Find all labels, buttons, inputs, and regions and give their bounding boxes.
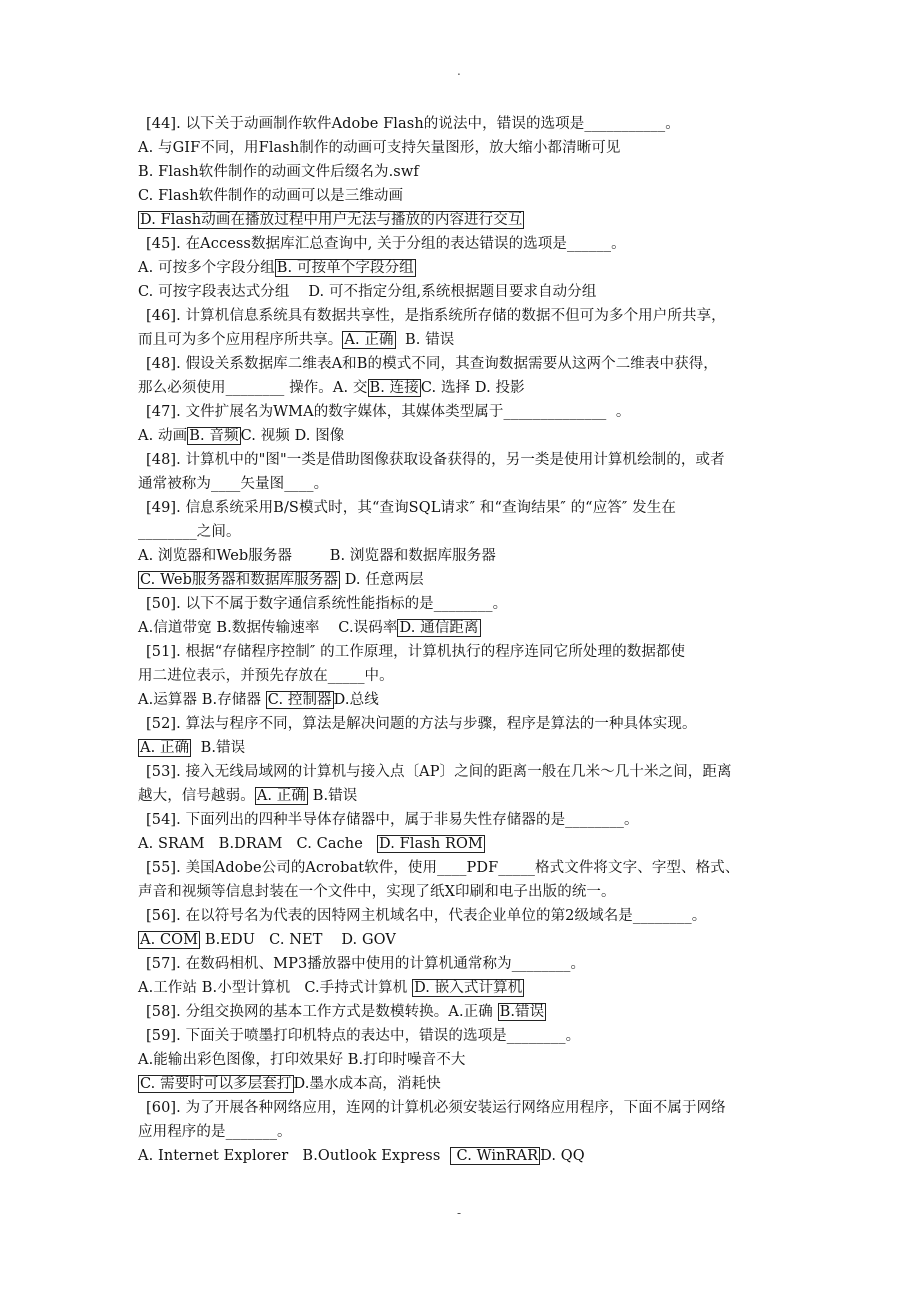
question-line bbox=[138, 808, 788, 832]
question-line bbox=[138, 1024, 788, 1048]
line-text: A.能输出彩色图像，打印效果好 B.打印时噪音不大 bbox=[138, 1052, 466, 1068]
option-line bbox=[138, 832, 788, 856]
line-text: A.信道带宽 B.数据传输速率 C.误码率 bbox=[138, 620, 398, 636]
line-text: B.错误 bbox=[191, 740, 246, 756]
option-line bbox=[138, 424, 788, 448]
option-line bbox=[138, 568, 788, 592]
line-text: C. 选择 D. 投影 bbox=[420, 380, 525, 396]
option-line bbox=[138, 1120, 788, 1144]
question-line bbox=[138, 112, 788, 136]
line-text: D. 任意两层 bbox=[339, 572, 424, 588]
option-line bbox=[138, 664, 788, 688]
line-text: [58]. 分组交换网的基本工作方式是数模转换。A.正确 bbox=[146, 1004, 498, 1020]
line-text: [45]. 在Access数据库汇总查询中, 关于分组的表达错误的选项是______。 bbox=[146, 236, 626, 252]
answer-box: C. Web服务器和数据库服务器 bbox=[140, 572, 338, 588]
line-text: B.EDU C. NET D. GOV bbox=[200, 932, 396, 948]
line-text: 声音和视频等信息封装在一个文件中，实现了纸X印刷和电子出版的统一。 bbox=[138, 884, 616, 900]
line-text: D. QQ bbox=[540, 1148, 585, 1164]
line-text: [48]. 假设关系数据库二维表A和B的模式不同，其查询数据需要从这两个二维表中获得， bbox=[146, 356, 718, 372]
option-line bbox=[138, 616, 788, 640]
line-text: [53]. 接入无线局域网的计算机与接入点〔AP〕之间的距离一般在几米～几十米之间，距离 bbox=[146, 764, 732, 780]
line-text: C. Flash软件制作的动画可以是三维动画 bbox=[138, 188, 404, 204]
option-line bbox=[138, 280, 788, 304]
line-text: B.错误 bbox=[308, 788, 358, 804]
line-text: A.运算器 B.存储器 bbox=[138, 692, 266, 708]
option-line bbox=[138, 520, 788, 544]
answer-box: B. 连接 bbox=[369, 380, 419, 396]
option-line bbox=[138, 544, 788, 568]
question-line bbox=[138, 496, 788, 520]
line-text: A. SRAM B.DRAM C. Cache bbox=[138, 836, 378, 852]
line-text: [48]. 计算机中的"图"一类是借助图像获取设备获得的，另一类是使用计算机绘制的，或者 bbox=[146, 452, 725, 468]
line-text: [52]. 算法与程序不同，算法是解决问题的方法与步骤，程序是算法的一种具体实现。 bbox=[146, 716, 697, 732]
question-list bbox=[138, 112, 788, 1168]
line-text: 应用程序的是_______。 bbox=[138, 1124, 292, 1140]
line-text: D.墨水成本高，消耗快 bbox=[293, 1076, 441, 1092]
answer-box: B.错误 bbox=[499, 1004, 545, 1020]
option-line bbox=[138, 976, 788, 1000]
line-text: [60]. 为了开展各种网络应用，连网的计算机必须安装运行网络应用程序，下面不属于网络 bbox=[146, 1100, 726, 1116]
question-line bbox=[138, 1096, 788, 1120]
question-line bbox=[138, 592, 788, 616]
line-text: [47]. 文件扩展名为WMA的数字媒体，其媒体类型属于______________ 。 bbox=[146, 404, 631, 420]
question-line bbox=[138, 232, 788, 256]
line-text: 那么必须使用________ 操作。A. 交 bbox=[138, 380, 368, 396]
line-text: A. 与GIF不同，用Flash制作的动画可支持矢量图形，放大缩小都清晰可见 bbox=[138, 140, 621, 156]
line-text: [44]. 以下关于动画制作软件Adobe Flash的说法中，错误的选项是___________。 bbox=[146, 116, 680, 132]
answer-box: C. 控制器 bbox=[267, 692, 332, 708]
line-text: B. 错误 bbox=[395, 332, 455, 348]
line-text: [56]. 在以符号名为代表的因特网主机域名中，代表企业单位的第2级域名是________。 bbox=[146, 908, 707, 924]
option-line bbox=[138, 1144, 788, 1168]
question-line bbox=[138, 904, 788, 928]
answer-box: D. Flash动画在播放过程中用户无法与播放的内容进行交互 bbox=[140, 212, 523, 228]
header-mark: . bbox=[457, 64, 461, 78]
option-line bbox=[138, 1072, 788, 1096]
option-line bbox=[138, 736, 788, 760]
line-text: 通常被称为____矢量图____。 bbox=[138, 476, 329, 492]
option-line bbox=[138, 160, 788, 184]
line-text: 而且可为多个应用程序所共享。 bbox=[138, 332, 343, 348]
question-line bbox=[138, 712, 788, 736]
line-text: A. Internet Explorer B.Outlook Express bbox=[138, 1148, 450, 1164]
line-text: C. 视频 D. 图像 bbox=[240, 428, 345, 444]
line-text: B. Flash软件制作的动画文件后缀名为.swf bbox=[138, 164, 419, 180]
footer-mark: - bbox=[457, 1206, 462, 1220]
question-line bbox=[138, 760, 788, 784]
question-line bbox=[138, 1000, 788, 1024]
question-line bbox=[138, 352, 788, 376]
line-text: ________之间。 bbox=[138, 524, 241, 540]
question-line bbox=[138, 640, 788, 664]
line-text: [51]. 根据“存储程序控制″ 的工作原理，计算机执行的程序连同它所处理的数据都使 bbox=[146, 644, 686, 660]
line-text: A.工作站 B.小型计算机 C.手持式计算机 bbox=[138, 980, 413, 996]
answer-box: A. COM bbox=[140, 932, 199, 948]
question-line bbox=[138, 448, 788, 472]
line-text: [54]. 下面列出的四种半导体存储器中，属于非易失性存储器的是________。 bbox=[146, 812, 639, 828]
line-text: D.总线 bbox=[333, 692, 379, 708]
option-line bbox=[138, 184, 788, 208]
line-text: [50]. 以下不属于数字通信系统性能指标的是________。 bbox=[146, 596, 508, 612]
option-line bbox=[138, 472, 788, 496]
option-line bbox=[138, 1048, 788, 1072]
line-text: [46]. 计算机信息系统具有数据共享性，是指系统所存储的数据不但可为多个用户所共享， bbox=[146, 308, 726, 324]
option-line bbox=[138, 880, 788, 904]
line-text: A. 浏览器和Web服务器 B. 浏览器和数据库服务器 bbox=[138, 548, 496, 564]
line-text: A. 可按多个字段分组 bbox=[138, 260, 275, 276]
option-line bbox=[138, 928, 788, 952]
line-text: [57]. 在数码相机、MP3播放器中使用的计算机通常称为________。 bbox=[146, 956, 586, 972]
option-line bbox=[138, 136, 788, 160]
option-line bbox=[138, 208, 788, 232]
answer-box: C. 需要时可以多层套打 bbox=[140, 1076, 292, 1092]
option-line bbox=[138, 688, 788, 712]
line-text: C. 可按字段表达式分组 D. 可不指定分组,系统根据题目要求自动分组 bbox=[138, 284, 597, 300]
answer-box: D. 通信距离 bbox=[399, 620, 479, 636]
answer-box: A. 正确 bbox=[140, 740, 190, 756]
option-line bbox=[138, 784, 788, 808]
answer-box: A. 正确 bbox=[344, 332, 394, 348]
question-line bbox=[138, 400, 788, 424]
line-text: [55]. 美国Adobe公司的Acrobat软件，使用____PDF_____格式文件将文字、字型、格式、 bbox=[146, 860, 740, 876]
answer-box: D. 嵌入式计算机 bbox=[414, 980, 523, 996]
answer-box: B. 可按单个字段分组 bbox=[276, 260, 414, 276]
line-text: 越大，信号越弱。 bbox=[138, 788, 255, 804]
answer-box: B. 音频 bbox=[189, 428, 239, 444]
line-text: [59]. 下面关于喷墨打印机特点的表达中，错误的选项是________。 bbox=[146, 1028, 581, 1044]
answer-box: D. Flash ROM bbox=[379, 836, 483, 852]
line-text: [49]. 信息系统采用B/S模式时，其“查询SQL请求″ 和“查询结果″ 的“应答″ 发生在 bbox=[146, 500, 676, 516]
question-line bbox=[138, 952, 788, 976]
option-line bbox=[138, 256, 788, 280]
line-text: A. 动画 bbox=[138, 428, 188, 444]
option-line bbox=[138, 328, 788, 352]
line-text: 用二进位表示，并预先存放在_____中。 bbox=[138, 668, 394, 684]
question-line bbox=[138, 856, 788, 880]
answer-box: A. 正确 bbox=[256, 788, 307, 804]
answer-box: C. WinRAR bbox=[451, 1148, 539, 1164]
option-line bbox=[138, 376, 788, 400]
question-line bbox=[138, 304, 788, 328]
